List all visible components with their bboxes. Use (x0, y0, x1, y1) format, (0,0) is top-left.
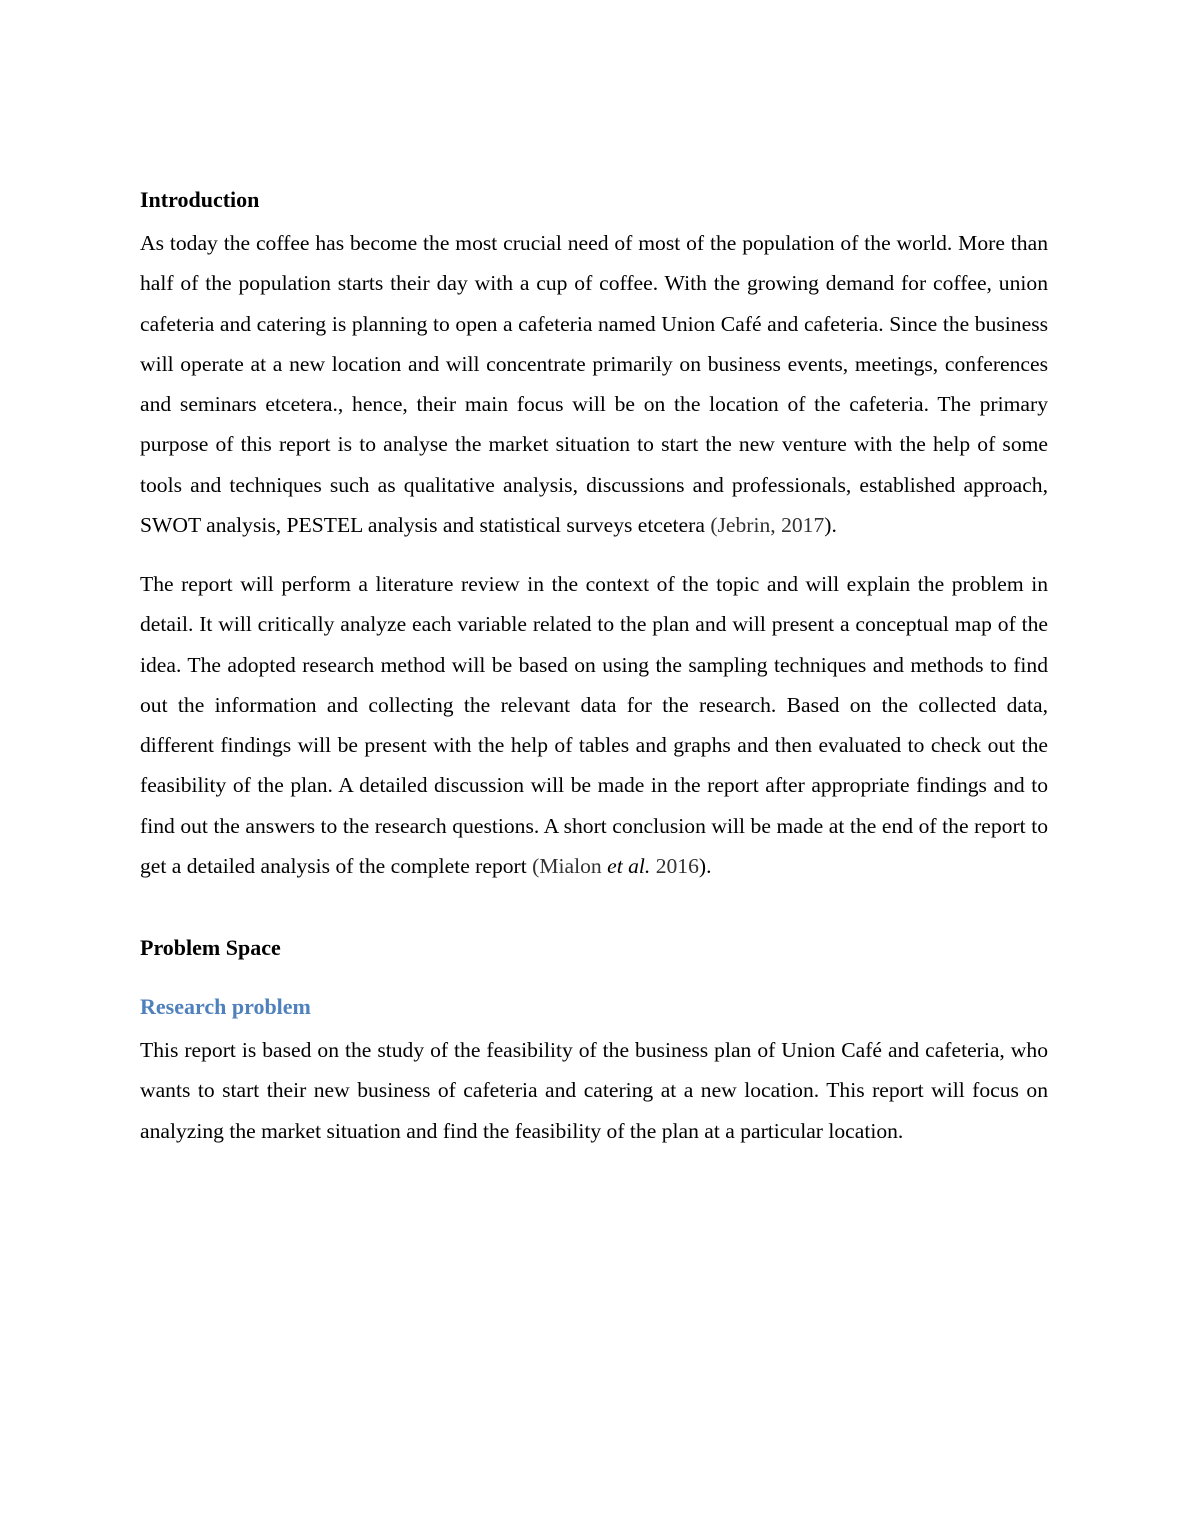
citation-jebrin: (Jebrin, 2017 (710, 512, 825, 537)
paragraph-end: ). (698, 853, 712, 878)
problem-space-heading: Problem Space (140, 935, 281, 960)
introduction-paragraph-2 (140, 564, 1048, 886)
citation-mialon-year: 2016 (650, 853, 699, 878)
citation-mialon-etal: et al. (607, 853, 651, 878)
paragraph-text: The report will perform a literature review in the context of the topic and will explain the problem in detail. It will critically analyze each variable related to the plan and will present a conceptual map of the idea. The adopted research method will be based on using the sampling techniques and methods to find out the information and collecting the relevant data for the research. Based on the collected data, different findings will be present with the help of tables and graphs and then evaluated to check out the feasibility of the plan. A detailed discussion will be made in the report after appropriate findings and to find out the answers to the research questions. A short conclusion will be made at the end of the report to get a detailed analysis of the complete report (140, 572, 1048, 878)
introduction-paragraph-1 (140, 223, 1048, 545)
introduction-heading: Introduction (140, 187, 260, 212)
research-problem-heading: Research problem (140, 994, 311, 1019)
paragraph-end: ). (824, 512, 837, 537)
paragraph-text: As today the coffee has become the most crucial need of most of the population of the world. More than half of the population starts their day with a cup of coffee. With the growing demand for coffee, union cafeteria and catering is planning to open a cafeteria named Union Café and cafeteria. Since the business will operate at a new location and will concentrate primarily on business events, meetings, conferences and seminars etcetera., hence, their main focus will be on the location of the cafeteria. The primary purpose of this report is to analyse the market situation to start the new venture with the help of some tools and techniques such as qualitative analysis, discussions and professionals, established approach, SWOT analysis, PESTEL analysis and statistical surveys etcetera (140, 231, 1048, 537)
citation-mialon-author: (Mialon (532, 853, 608, 878)
research-problem-paragraph: This report is based on the study of the feasibility of the business plan of Union Café and cafeteria, who wants to start their new business of cafeteria and catering at a new location. This report will focus on analyzing the market situation and find the feasibility of the plan at a particular location. (140, 1038, 1048, 1143)
document-page (140, 183, 1048, 1151)
